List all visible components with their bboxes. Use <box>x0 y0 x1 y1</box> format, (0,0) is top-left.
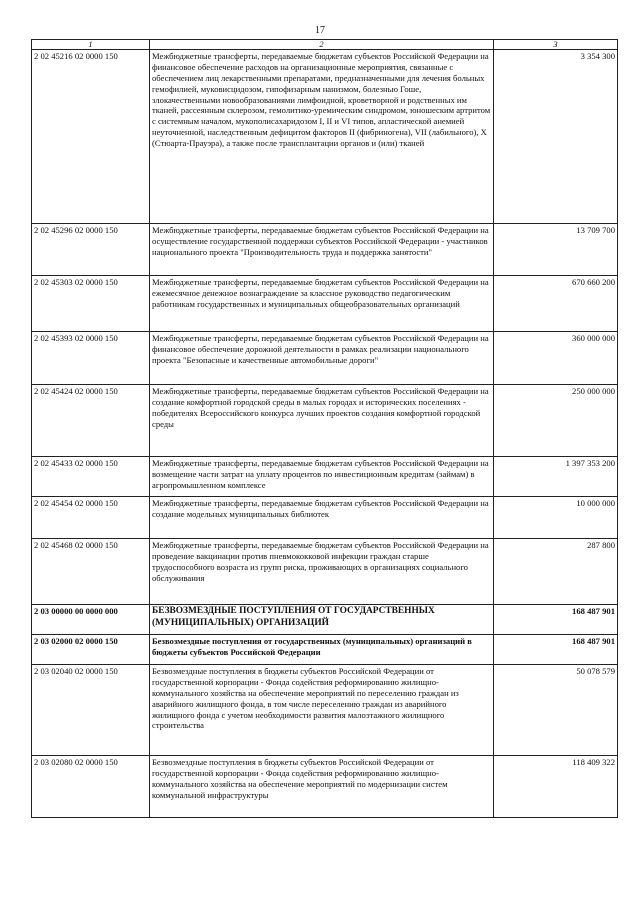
column-1-header: 1 <box>32 40 150 50</box>
row-amount: 287 800 <box>494 539 618 605</box>
budget-revenue-table <box>31 39 618 818</box>
column-2-header: 2 <box>150 40 494 50</box>
column-3-header: 3 <box>494 40 618 50</box>
table-row <box>32 50 618 224</box>
row-description: Межбюджетные трансферты, передаваемые бюджетам субъектов Российской Федерации на финансовое обеспечение дорожной деятельности в рамках реализации национального проекта "Безопасные и качественные автомобильные дороги" <box>150 332 494 385</box>
subsection-total-row <box>32 635 618 665</box>
row-amount: 250 000 000 <box>494 385 618 457</box>
budget-code: 2 02 45454 02 0000 150 <box>32 497 150 539</box>
table-row <box>32 276 618 332</box>
row-description: Безвозмездные поступления от государственных (муниципальных) организаций в бюджеты субъектов Российской Федерации <box>150 635 494 665</box>
row-amount: 168 487 901 <box>494 635 618 665</box>
table-row <box>32 497 618 539</box>
row-description: Межбюджетные трансферты, передаваемые бюджетам субъектов Российской Федерации на ежемесячное денежное вознаграждение за классное руководство педагогическим работникам государственных и муниципальных общеобразовательных организаций <box>150 276 494 332</box>
row-description: Межбюджетные трансферты, передаваемые бюджетам субъектов Российской Федерации на проведение вакцинации против пневмококковой инфекции граждан старше трудоспособного возраста из групп риска, проживающих в организациях социального обслуживания <box>150 539 494 605</box>
budget-code: 2 02 45216 02 0000 150 <box>32 50 150 224</box>
row-amount: 670 660 200 <box>494 276 618 332</box>
table-row <box>32 457 618 497</box>
row-description: Межбюджетные трансферты, передаваемые бюджетам субъектов Российской Федерации на финансовое обеспечение расходов на организационные мероприятия, связанные с обеспечением лиц лекарственными препаратами, предназначенными для лечения больных гемофилией, муковисцидозом, гипофизарным нанизмом, болезнью Гоше, злокачественными новообразованиями лимфоидной, кроветворной и родственных им тканей, рассеянным склерозом, гемолитико-уремическим синдромом, юношеским артритом с системным началом, мукополисахаридозом I, II и VI типов, апластической анемией неуточненной, наследственным дефицитом факторов II (фибриногена), VII (лабильного), X (Стюарта-Прауэра), а также после трансплантации органов и (или) тканей <box>150 50 494 224</box>
row-amount: 118 409 322 <box>494 756 618 818</box>
budget-code: 2 02 45468 02 0000 150 <box>32 539 150 605</box>
table-row <box>32 224 618 276</box>
budget-code: 2 02 45393 02 0000 150 <box>32 332 150 385</box>
budget-code: 2 03 02000 02 0000 150 <box>32 635 150 665</box>
row-description: Безвозмездные поступления в бюджеты субъектов Российской Федерации от государственной корпорации - Фонда содействия реформированию жилищно-коммунального хозяйства на обеспечение мероприятий по переселению граждан из аварийного жилищного фонда, в том числе переселению граждан из аварийного жилищного фонда с учетом необходимости развития малоэтажного жилищного строительства <box>150 665 494 756</box>
row-amount: 10 000 000 <box>494 497 618 539</box>
table-row <box>32 385 618 457</box>
row-description: Безвозмездные поступления в бюджеты субъектов Российской Федерации от государственной корпорации - Фонда содействия реформированию жилищно-коммунального хозяйства на обеспечение мероприятий по модернизации систем коммунальной инфраструктуры <box>150 756 494 818</box>
budget-code: 2 02 45296 02 0000 150 <box>32 224 150 276</box>
budget-code: 2 03 02080 02 0000 150 <box>32 756 150 818</box>
row-description: Межбюджетные трансферты, передаваемые бюджетам субъектов Российской Федерации на создание комфортной городской среды в малых городах и исторических поселениях - победителях Всероссийского конкурса лучших проектов создания комфортной городской среды <box>150 385 494 457</box>
budget-code: 2 02 45433 02 0000 150 <box>32 457 150 497</box>
row-amount: 3 354 300 <box>494 50 618 224</box>
row-amount: 168 487 901 <box>494 605 618 635</box>
table-row <box>32 756 618 818</box>
row-amount: 1 397 353 200 <box>494 457 618 497</box>
column-number-header-row <box>32 40 618 50</box>
table-row <box>32 539 618 605</box>
budget-code: 2 02 45424 02 0000 150 <box>32 385 150 457</box>
row-description: Межбюджетные трансферты, передаваемые бюджетам субъектов Российской Федерации на осуществление государственной поддержки субъектов Российской Федерации - участников национального проекта "Производительность труда и поддержка занятости" <box>150 224 494 276</box>
row-description: Межбюджетные трансферты, передаваемые бюджетам субъектов Российской Федерации на возмещение части затрат на уплату процентов по инвестиционным кредитам (займам) в агропромышленном комплексе <box>150 457 494 497</box>
row-description: Межбюджетные трансферты, передаваемые бюджетам субъектов Российской Федерации на создание модельных муниципальных библиотек <box>150 497 494 539</box>
budget-code: 2 02 45303 02 0000 150 <box>32 276 150 332</box>
row-amount: 50 078 579 <box>494 665 618 756</box>
page-number: 17 <box>315 25 325 36</box>
budget-code: 2 03 00000 00 0000 000 <box>32 605 150 635</box>
budget-code: 2 03 02040 02 0000 150 <box>32 665 150 756</box>
table-row <box>32 332 618 385</box>
table-row <box>32 665 618 756</box>
row-amount: 13 709 700 <box>494 224 618 276</box>
section-total-row <box>32 605 618 635</box>
row-amount: 360 000 000 <box>494 332 618 385</box>
row-description: БЕЗВОЗМЕЗДНЫЕ ПОСТУПЛЕНИЯ ОТ ГОСУДАРСТВЕННЫХ (МУНИЦИПАЛЬНЫХ) ОРГАНИЗАЦИЙ <box>150 605 494 635</box>
